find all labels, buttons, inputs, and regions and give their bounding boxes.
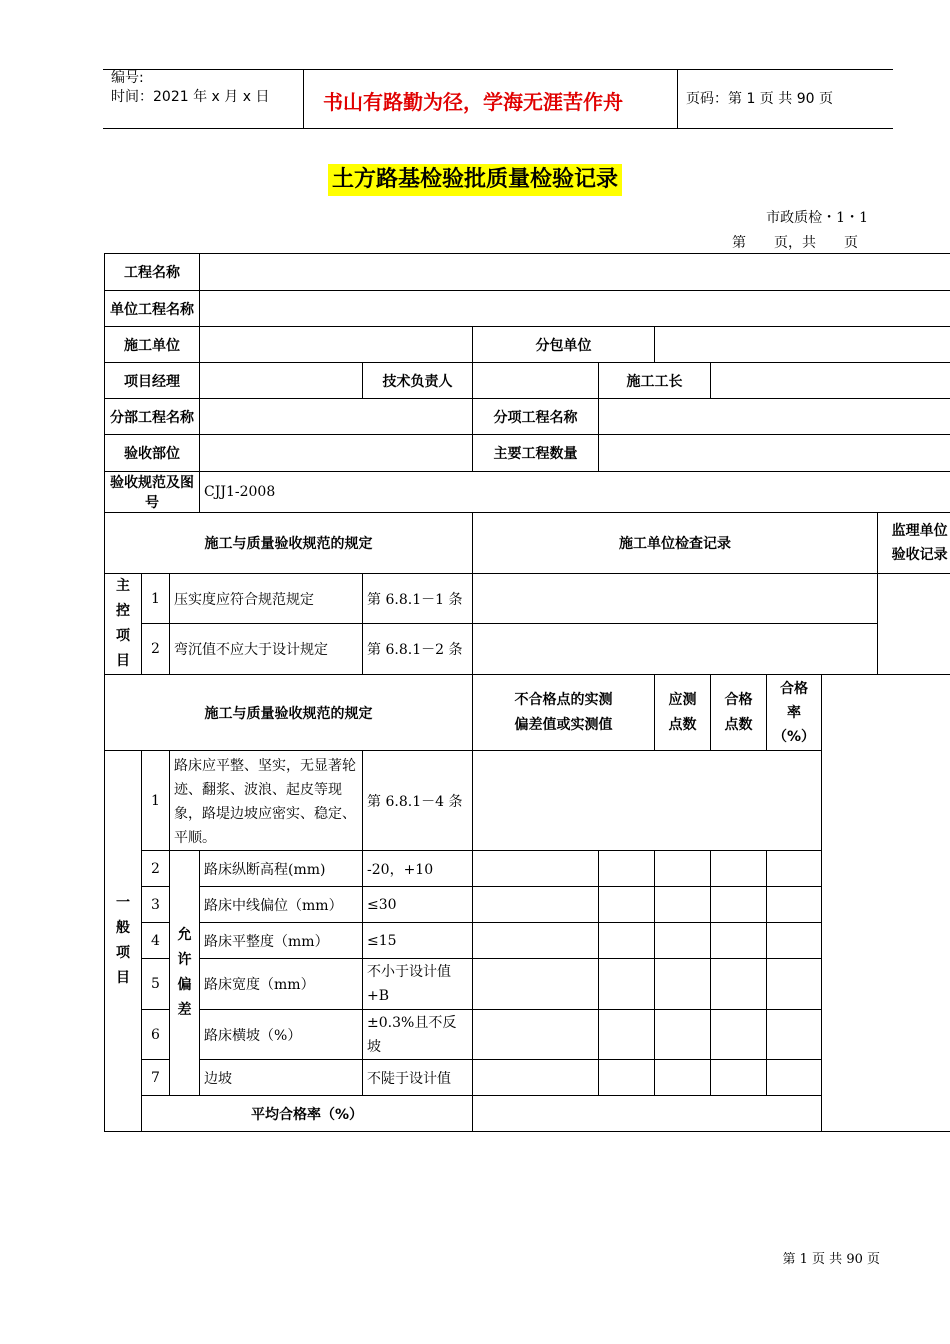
main-control-clause: 第 6.8.1－1 条	[363, 574, 473, 624]
measure-cell[interactable]	[599, 1060, 655, 1096]
supervisor-header-line2: 验收记录	[891, 547, 948, 563]
general-char: 项	[116, 945, 130, 961]
main-control-label	[105, 574, 142, 675]
general-char: 般	[116, 920, 130, 936]
date-label: 时间：2021 年 x 月 x 日	[111, 89, 270, 105]
general-no: 7	[142, 1060, 170, 1096]
serial-label: 编号:	[111, 70, 144, 86]
subcontractor-label: 分包单位	[473, 327, 655, 363]
construction-unit-value[interactable]	[200, 327, 473, 363]
main-control-char: 主	[116, 578, 130, 594]
measure-cell[interactable]	[767, 959, 822, 1010]
measure-cell[interactable]	[473, 923, 599, 959]
spec-label: 验收规范及图号	[105, 472, 200, 513]
pass-rate-header	[767, 675, 822, 751]
deviation-desc: 路床平整度（mm）	[200, 923, 363, 959]
row-sub-project	[105, 399, 950, 435]
main-quantity-label: 主要工程数量	[473, 435, 599, 472]
general-check-record[interactable]	[473, 751, 822, 851]
row-manager	[105, 363, 950, 399]
header-bottom-rule	[103, 128, 893, 129]
row-unit-project	[105, 291, 950, 327]
construction-unit-label: 施工单位	[105, 327, 200, 363]
allow-char: 偏	[177, 977, 192, 993]
pass-count-line1: 合格	[724, 691, 753, 708]
pass-count-header	[711, 675, 767, 751]
main-control-row-1	[105, 574, 950, 624]
general-no: 4	[142, 923, 170, 959]
general-no: 2	[142, 851, 170, 887]
should-count-line1: 应测	[668, 691, 697, 708]
deviation-value: 不小于设计值+B	[363, 959, 473, 1010]
title-wrap	[0, 164, 950, 196]
page-label: 页码：第 1 页 共 90 页	[686, 91, 833, 107]
row-construction-unit	[105, 327, 950, 363]
measure-cell[interactable]	[711, 1060, 767, 1096]
deviation-value: ±0.3%且不反坡	[363, 1010, 473, 1060]
measure-cell[interactable]	[767, 1060, 822, 1096]
measure-cell[interactable]	[599, 923, 655, 959]
acceptance-part-value[interactable]	[200, 435, 473, 472]
measure-cell[interactable]	[711, 923, 767, 959]
general-desc: 路床应平整、坚实，无显著轮迹、翻浆、波浪、起皮等现象，路堤边坡应密实、稳定、平顺。	[170, 751, 363, 851]
measure-cell[interactable]	[711, 959, 767, 1010]
main-control-no: 2	[142, 624, 170, 675]
supervisor-header-line1: 监理单位	[891, 523, 948, 539]
sub-project-value[interactable]	[200, 399, 473, 435]
spec-rule-header: 施工与质量验收规范的规定	[105, 513, 473, 574]
measure-cell[interactable]	[767, 851, 822, 887]
row-section-header-1	[105, 513, 950, 574]
main-control-char: 目	[116, 653, 130, 669]
deviation-desc: 路床横坡（%）	[200, 1010, 363, 1060]
doc-code: 市政质检・1・1	[766, 210, 868, 226]
main-control-supervisor-record[interactable]	[878, 574, 950, 675]
measure-cell[interactable]	[655, 1010, 711, 1060]
main-control-desc: 弯沉值不应大于设计规定	[170, 624, 363, 675]
measure-cell[interactable]	[473, 959, 599, 1010]
measure-cell[interactable]	[711, 887, 767, 923]
spec-value: CJJ1-2008	[200, 472, 950, 513]
pass-count-line2: 点数	[724, 716, 753, 733]
measure-cell[interactable]	[711, 1010, 767, 1060]
page-line: 第 页，共 页	[732, 235, 858, 251]
header-top-rule	[103, 69, 893, 70]
deviation-value: 不陡于设计值	[363, 1060, 473, 1096]
main-control-desc: 压实度应符合规范规定	[170, 574, 363, 624]
page-title: 土方路基检验批质量检验记录	[328, 164, 622, 196]
main-control-char: 控	[116, 603, 130, 619]
supervisor-header	[878, 513, 950, 574]
measure-cell[interactable]	[599, 959, 655, 1010]
pass-rate-line1: 合格	[780, 680, 809, 697]
measure-cell[interactable]	[655, 851, 711, 887]
inspection-table	[104, 253, 950, 1132]
unit-project-label: 单位工程名称	[105, 291, 200, 327]
main-control-clause: 第 6.8.1－2 条	[363, 624, 473, 675]
deviation-header	[473, 675, 655, 751]
main-control-no: 1	[142, 574, 170, 624]
general-no: 1	[142, 751, 170, 851]
main-control-row-2	[105, 624, 950, 675]
measure-cell[interactable]	[473, 851, 599, 887]
general-no: 5	[142, 959, 170, 1010]
measure-cell[interactable]	[599, 851, 655, 887]
main-control-check-record[interactable]	[473, 574, 878, 624]
main-control-char: 项	[116, 628, 130, 644]
deviation-header-line1: 不合格点的实测	[514, 691, 613, 708]
deviation-desc: 路床纵断高程(mm)	[200, 851, 363, 887]
pass-rate-line3: （%）	[773, 728, 816, 745]
project-manager-label: 项目经理	[105, 363, 200, 399]
deviation-header-line2: 偏差值或实测值	[514, 716, 613, 733]
deviation-desc: 路床宽度（mm）	[200, 959, 363, 1010]
allow-char: 允	[177, 927, 192, 943]
tech-lead-label: 技术负责人	[363, 363, 473, 399]
project-name-value[interactable]	[200, 254, 950, 291]
allow-char: 差	[177, 1002, 192, 1018]
measure-cell[interactable]	[767, 1010, 822, 1060]
general-char: 一	[116, 895, 130, 911]
should-count-line2: 点数	[668, 716, 697, 733]
general-clause: 第 6.8.1－4 条	[363, 751, 473, 851]
average-rate-label: 平均合格率（%）	[142, 1096, 473, 1132]
foreman-value[interactable]	[711, 363, 950, 399]
deviation-value: -20，+10	[363, 851, 473, 887]
acceptance-part-label: 验收部位	[105, 435, 200, 472]
should-count-header	[655, 675, 711, 751]
measure-cell[interactable]	[767, 923, 822, 959]
measure-cell[interactable]	[655, 887, 711, 923]
header-divider-right	[677, 69, 678, 129]
measure-cell[interactable]	[599, 887, 655, 923]
general-no: 3	[142, 887, 170, 923]
project-manager-value[interactable]	[200, 363, 363, 399]
spec-rule-header-2: 施工与质量验收规范的规定	[105, 675, 473, 751]
row-project-name	[105, 254, 950, 291]
general-label	[105, 751, 142, 1132]
allow-deviation-label	[170, 851, 200, 1096]
row-spec	[105, 472, 950, 513]
main-control-check-record[interactable]	[473, 624, 878, 675]
foreman-label: 施工工长	[599, 363, 711, 399]
row-section-header-2	[105, 675, 950, 751]
pass-rate-line2: 率	[787, 704, 802, 721]
measure-cell[interactable]	[655, 959, 711, 1010]
general-char: 目	[116, 970, 130, 986]
measure-cell[interactable]	[767, 887, 822, 923]
measure-cell[interactable]	[655, 923, 711, 959]
item-project-value[interactable]	[599, 399, 950, 435]
sub-project-label: 分部工程名称	[105, 399, 200, 435]
measure-cell[interactable]	[599, 1010, 655, 1060]
deviation-value: ≤15	[363, 923, 473, 959]
project-name-label: 工程名称	[105, 254, 200, 291]
measure-cell[interactable]	[655, 1060, 711, 1096]
deviation-desc: 边坡	[200, 1060, 363, 1096]
deviation-value: ≤30	[363, 887, 473, 923]
tech-lead-value[interactable]	[473, 363, 599, 399]
allow-char: 许	[177, 952, 192, 968]
deviation-desc: 路床中线偏位（mm）	[200, 887, 363, 923]
measure-cell[interactable]	[473, 1060, 599, 1096]
item-project-label: 分项工程名称	[473, 399, 599, 435]
subcontractor-value[interactable]	[655, 327, 950, 363]
unit-project-value[interactable]	[200, 291, 950, 327]
measure-cell[interactable]	[711, 851, 767, 887]
measure-cell[interactable]	[473, 1010, 599, 1060]
general-supervisor-record[interactable]	[822, 675, 950, 1132]
measure-cell[interactable]	[473, 887, 599, 923]
row-acceptance	[105, 435, 950, 472]
page-footer: 第 1 页 共 90 页	[782, 1252, 880, 1267]
motto: 书山有路勤为径，学海无涯苦作舟	[323, 90, 623, 114]
unit-check-header: 施工单位检查记录	[473, 513, 878, 574]
header-divider-left	[303, 69, 304, 129]
main-quantity-value[interactable]	[599, 435, 950, 472]
general-no: 6	[142, 1010, 170, 1060]
average-rate-value[interactable]	[473, 1096, 822, 1132]
